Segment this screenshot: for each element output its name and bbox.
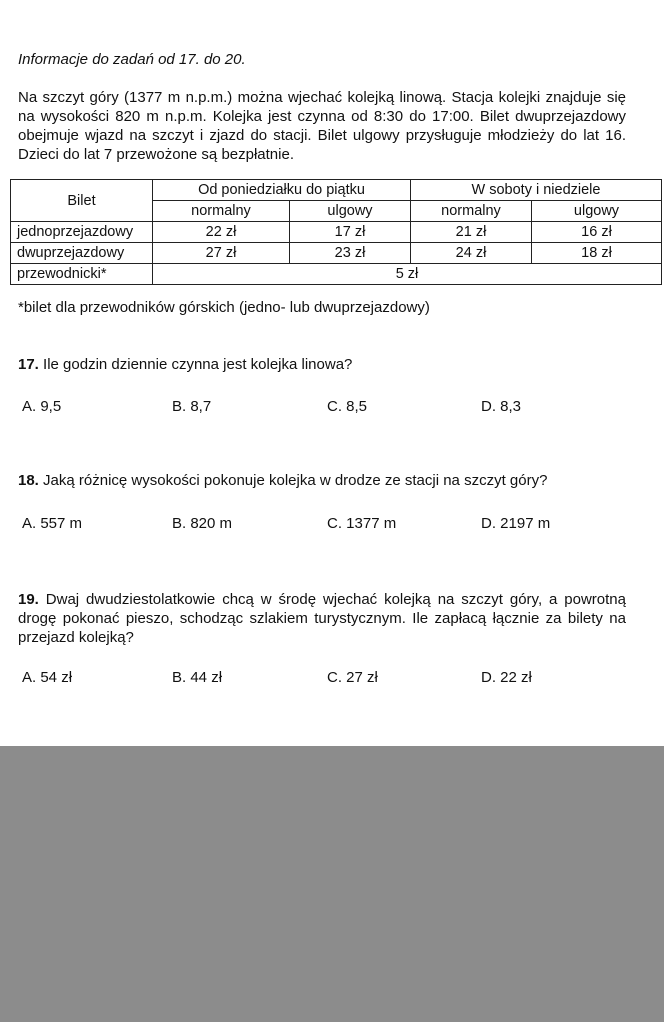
question-number: 18. (18, 472, 39, 489)
table-cell: 24 zł (411, 243, 532, 264)
options-18 (0, 515, 664, 535)
option-b[interactable]: B. 44 zł (172, 669, 223, 686)
question-17 (18, 355, 626, 374)
subheader-weekday-normal: normalny (153, 201, 290, 222)
row-label: dwuprzejazdowy (11, 243, 153, 264)
table-cell: 22 zł (153, 222, 290, 243)
table-cell: 16 zł (532, 222, 662, 243)
option-a[interactable]: A. 9,5 (22, 398, 62, 415)
question-18 (18, 471, 626, 490)
question-text: Dwaj dwudziestolatkowie chcą w środę wjechać kolejką na szczyt góry, a powrotną drogę pokonać pieszo, schodząc szlakiem turystycznym. Ile zapłacą łącznie za bilety na przejazd kolejką? (18, 591, 626, 646)
subheader-weekend-normal: normalny (411, 201, 532, 222)
table-cell: 23 zł (290, 243, 411, 264)
option-d[interactable]: D. 2197 m (481, 515, 551, 532)
gray-overlay (0, 746, 664, 1022)
intro-paragraph: Na szczyt góry (1377 m n.p.m.) można wjechać kolejką linową. Stacja kolejki znajduje się na wysokości 820 m n.p.m. Kolejka jest czynna od 8:30 do 17:00. Bilet dwuprzejazdowy obejmuje wjazd na szczyt i zjazd do stacji. Bilet ulgowy przysługuje młodzieży do lat 16. Dzieci do lat 7 przewożone są bezpłatnie. (18, 89, 626, 163)
header-weekday: Od poniedziałku do piątku (153, 180, 411, 201)
row-label: przewodnicki* (11, 264, 153, 285)
option-c[interactable]: C. 1377 m (327, 515, 397, 532)
option-a[interactable]: A. 557 m (22, 515, 83, 532)
table-row (11, 264, 662, 285)
question-number: 19. (18, 591, 39, 608)
table-row (11, 243, 662, 264)
question-number: 17. (18, 356, 39, 373)
table-footnote: *bilet dla przewodników górskich (jedno- lub dwuprzejazdowy) (18, 299, 430, 316)
row-label: jednoprzejazdowy (11, 222, 153, 243)
info-heading: Informacje do zadań od 17. do 20. (18, 51, 246, 68)
option-d[interactable]: D. 22 zł (481, 669, 532, 686)
header-ticket: Bilet (11, 180, 153, 222)
question-text: Jaką różnicę wysokości pokonuje kolejka w drodze ze stacji na szczyt góry? (43, 472, 548, 489)
question-19 (18, 590, 626, 647)
subheader-weekend-reduced: ulgowy (532, 201, 662, 222)
option-d[interactable]: D. 8,3 (481, 398, 522, 415)
table-cell: 27 zł (153, 243, 290, 264)
table-cell: 21 zł (411, 222, 532, 243)
options-17 (0, 398, 664, 418)
subheader-weekday-reduced: ulgowy (290, 201, 411, 222)
question-text: Ile godzin dziennie czynna jest kolejka linowa? (43, 356, 353, 373)
options-19 (0, 669, 664, 689)
table-cell: 5 zł (153, 264, 662, 285)
table-cell: 17 zł (290, 222, 411, 243)
table-row (11, 222, 662, 243)
option-b[interactable]: B. 820 m (172, 515, 233, 532)
option-c[interactable]: C. 27 zł (327, 669, 378, 686)
option-b[interactable]: B. 8,7 (172, 398, 212, 415)
price-table (10, 179, 662, 285)
header-weekend: W soboty i niedziele (411, 180, 662, 201)
option-c[interactable]: C. 8,5 (327, 398, 368, 415)
table-cell: 18 zł (532, 243, 662, 264)
option-a[interactable]: A. 54 zł (22, 669, 73, 686)
